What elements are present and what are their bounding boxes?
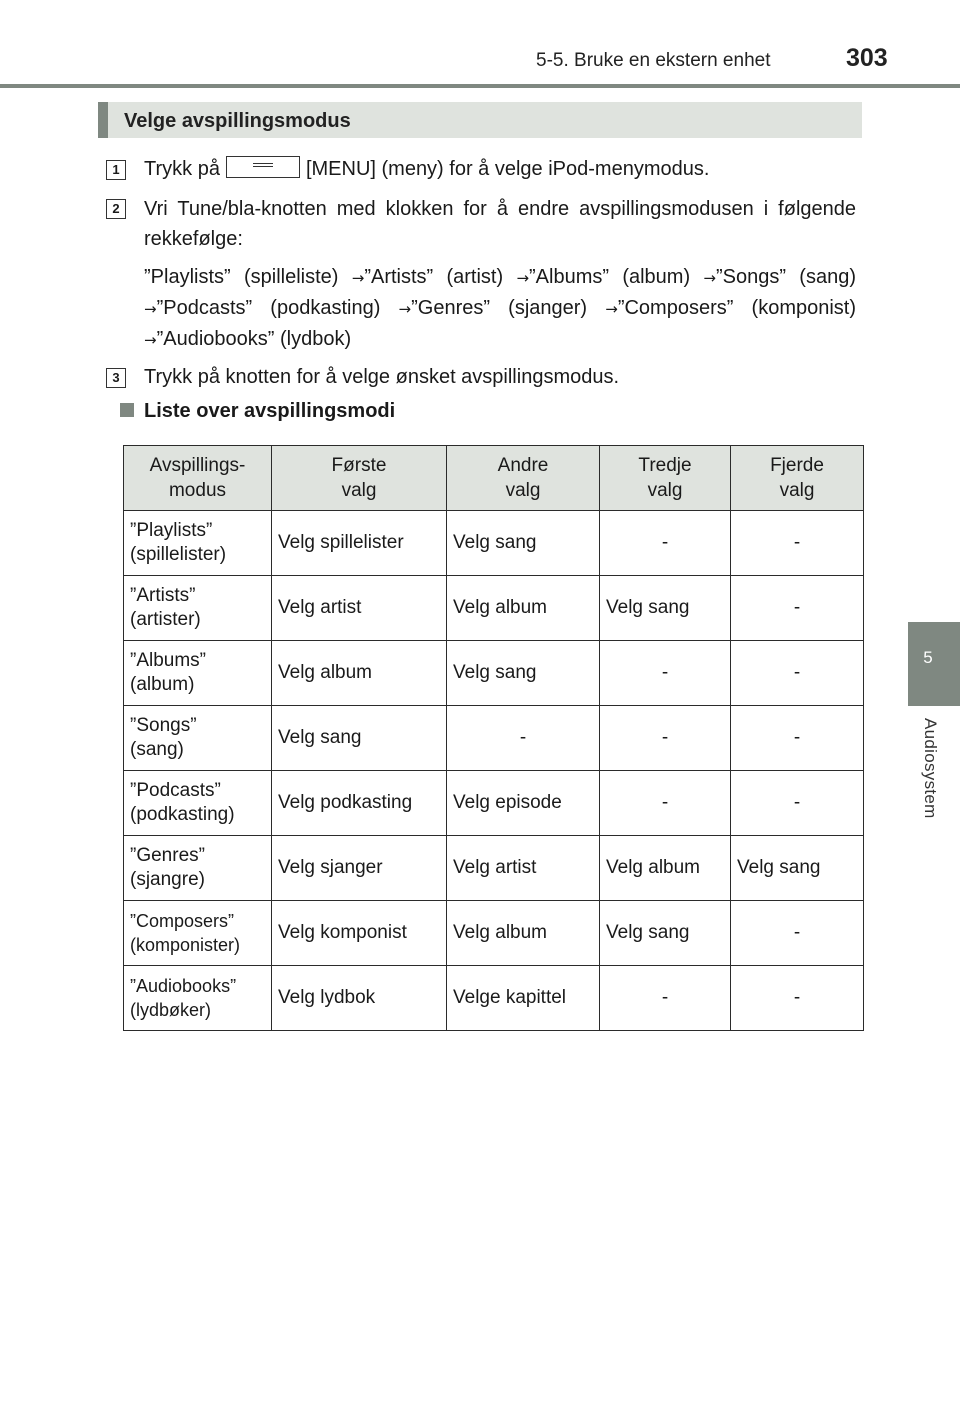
table-subheading-text: Liste over avspillingsmodi	[144, 400, 396, 422]
mode-cell	[124, 771, 272, 836]
sequence-item: ”Composers” (komponist)	[617, 297, 857, 319]
table-row	[124, 641, 864, 706]
arrow-icon: →	[351, 269, 365, 287]
choice-cell: -	[731, 576, 864, 641]
mode-cell	[124, 706, 272, 771]
mode-name-line: (sjangre)	[130, 869, 205, 890]
mode-name-line: (spillelister)	[130, 544, 227, 565]
arrow-icon: →	[144, 300, 157, 318]
column-header-line: Fjerde	[770, 455, 824, 476]
mode-name-line: (sang)	[130, 739, 184, 760]
column-header-line: Første	[331, 455, 387, 476]
choice-cell: Velg album	[600, 836, 731, 901]
table-subheading	[120, 400, 395, 423]
choice-cell: Velg sang	[447, 511, 600, 576]
sequence-item: ”Genres” (sjanger)	[411, 297, 588, 319]
mode-cell	[124, 966, 272, 1031]
mode-name-line: ”Audiobooks”	[130, 976, 237, 996]
table-row	[124, 771, 864, 836]
arrow-icon: →	[144, 331, 157, 349]
table-header-row	[124, 446, 864, 511]
mode-name-line: ”Artists”	[130, 585, 196, 606]
mode-name-line: ”Songs”	[130, 715, 197, 736]
choice-cell: Velge kapittel	[447, 966, 600, 1031]
step-1-text	[144, 154, 709, 184]
choice-cell: Velg sang	[447, 641, 600, 706]
choice-cell: -	[600, 511, 731, 576]
choice-cell: -	[731, 901, 864, 966]
choice-cell: Velg artist	[447, 836, 600, 901]
column-header-line: modus	[168, 480, 227, 501]
choice-cell: -	[731, 771, 864, 836]
table-row	[124, 901, 864, 966]
mode-cell	[124, 511, 272, 576]
choice-cell: Velg sang	[731, 836, 864, 901]
sequence-item: ”Playlists” (spilleliste)	[144, 266, 339, 288]
chapter-label: Audiosystem	[921, 718, 940, 819]
running-header: 5-5. Bruke en ekstern enhet	[536, 50, 771, 71]
choice-cell: -	[731, 511, 864, 576]
choice-cell: -	[600, 966, 731, 1031]
square-bullet-icon	[120, 403, 134, 417]
choice-cell: -	[731, 641, 864, 706]
choice-cell: Velg album	[447, 901, 600, 966]
sequence-item: ”Songs” (sang)	[715, 266, 856, 288]
arrow-icon: →	[605, 300, 618, 318]
step-1-after: [MENU] (meny) for å velge iPod-menymodus.	[305, 158, 710, 180]
mode-cell	[124, 576, 272, 641]
column-header-line: valg	[779, 480, 815, 501]
sequence-item: ”Audiobooks” (lydbok)	[156, 328, 352, 350]
choice-cell: -	[600, 706, 731, 771]
step-3-text: Trykk på knotten for å velge ønsket avspillingsmodus.	[144, 366, 620, 388]
column-header	[731, 446, 864, 511]
mode-sequence	[144, 262, 856, 355]
section-title-bar	[98, 102, 862, 138]
step-2-text: Vri Tune/bla-knotten med klokken for å endre avspillingsmodusen i følgende rekkefølge:	[144, 198, 856, 250]
choice-cell: -	[600, 641, 731, 706]
choice-cell: Velg sang	[272, 706, 447, 771]
column-header-line: Andre	[497, 455, 549, 476]
sequence-item: ”Podcasts” (podkasting)	[156, 297, 381, 319]
mode-name-line: (artister)	[130, 609, 201, 630]
table-body	[124, 511, 864, 1031]
choice-cell: Velg sjanger	[272, 836, 447, 901]
mode-cell	[124, 901, 272, 966]
chapter-number: 5	[923, 648, 933, 667]
section-title: Velge avspillingsmodus	[124, 110, 351, 132]
column-header-line: valg	[647, 480, 683, 501]
mode-cell	[124, 641, 272, 706]
playback-mode-table	[123, 445, 864, 1031]
step-1-before: Trykk på	[144, 158, 220, 180]
sequence-item: ”Artists” (artist)	[364, 266, 504, 288]
choice-cell: Velg sang	[600, 576, 731, 641]
mode-name-line: ”Podcasts”	[130, 780, 221, 801]
choice-cell: -	[600, 771, 731, 836]
sequence-item: ”Albums” (album)	[529, 266, 691, 288]
column-header	[124, 446, 272, 511]
mode-name-line: ”Albums”	[130, 650, 207, 671]
choice-cell: Velg lydbok	[272, 966, 447, 1031]
choice-cell: Velg artist	[272, 576, 447, 641]
step-number-3: 3	[106, 368, 126, 388]
choice-cell: Velg spillelister	[272, 511, 447, 576]
table-row	[124, 966, 864, 1031]
choice-cell: -	[731, 706, 864, 771]
choice-cell: Velg album	[272, 641, 447, 706]
page-number: 303	[846, 44, 888, 72]
mode-name-line: (album)	[130, 674, 195, 695]
header-rule	[0, 84, 960, 88]
column-header-line: Tredje	[638, 455, 692, 476]
choice-cell: Velg podkasting	[272, 771, 447, 836]
table-row	[124, 706, 864, 771]
choice-cell: Velg album	[447, 576, 600, 641]
mode-name-line: ”Genres”	[130, 845, 205, 866]
choice-cell: Velg sang	[600, 901, 731, 966]
arrow-icon: →	[516, 269, 530, 287]
column-header-line: Avspillings-	[149, 455, 246, 476]
choice-cell: Velg komponist	[272, 901, 447, 966]
column-header	[272, 446, 447, 511]
choice-cell: Velg episode	[447, 771, 600, 836]
mode-name-line: (komponister)	[130, 935, 241, 955]
column-header	[600, 446, 731, 511]
mode-name-line: ”Playlists”	[130, 520, 213, 541]
mode-cell	[124, 836, 272, 901]
mode-name-line: ”Composers”	[130, 911, 235, 931]
column-header-line: valg	[341, 480, 377, 501]
table-row	[124, 511, 864, 576]
table-row	[124, 836, 864, 901]
menu-button-icon	[226, 156, 300, 178]
choice-cell: -	[731, 966, 864, 1031]
column-header	[447, 446, 600, 511]
mode-name-line: (podkasting)	[130, 804, 235, 825]
arrow-icon: →	[398, 300, 412, 318]
step-number-2: 2	[106, 199, 126, 219]
choice-cell: -	[447, 706, 600, 771]
step-number-1: 1	[106, 160, 126, 180]
table-row	[124, 576, 864, 641]
mode-name-line: (lydbøker)	[130, 1000, 212, 1020]
column-header-line: valg	[505, 480, 541, 501]
arrow-icon: →	[703, 269, 716, 287]
